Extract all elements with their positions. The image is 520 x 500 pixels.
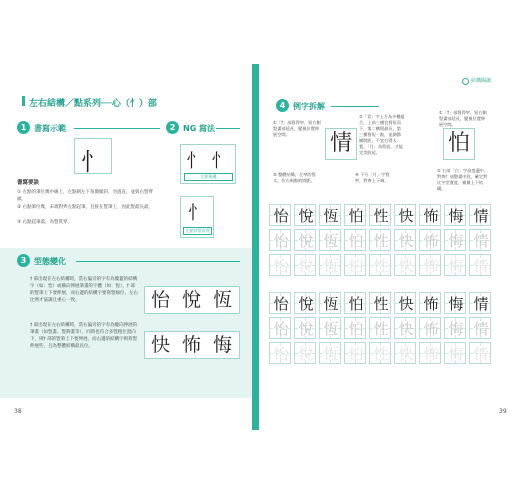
practice-cell xyxy=(269,292,291,314)
ex1-char: 情 xyxy=(329,131,352,156)
practice-char: 性 xyxy=(373,320,389,338)
practice-char: 情 xyxy=(473,232,489,250)
practice-char: 恆 xyxy=(323,320,339,338)
header-tag: 結構閱讀 xyxy=(471,78,492,84)
practice-cell xyxy=(369,204,391,226)
practice-char: 性 xyxy=(373,295,389,313)
right-page xyxy=(259,64,520,430)
practice-cell xyxy=(294,292,316,314)
practice-cell xyxy=(319,229,341,251)
practice-char: 怡 xyxy=(273,345,289,363)
practice-cell xyxy=(419,204,441,226)
practice-cell xyxy=(469,254,491,276)
ng-label-2: 左點斜豎看得 xyxy=(183,227,212,235)
practice-cell xyxy=(369,229,391,251)
practice-char: 情 xyxy=(473,207,489,225)
practice-cell xyxy=(394,229,416,251)
left-page xyxy=(0,64,252,430)
practice-char: 快 xyxy=(398,295,414,313)
practice-cell xyxy=(369,292,391,314)
practice-char: 快 xyxy=(398,320,414,338)
demo-char-box xyxy=(74,138,112,174)
practice-char: 恆 xyxy=(323,295,339,313)
section-2-rule xyxy=(216,128,240,129)
practice-cell xyxy=(444,342,466,364)
ex1-callout-2: ②「青」字上方為多橫組合，上前三橫宜寫短而下，第二橫則最長，第三橫寫短一點，並調節橫間距，不宜打得太寬，「月」為寫短，才能完美收尾。 xyxy=(359,114,405,155)
practice-char: 情 xyxy=(473,345,489,363)
section-1-title: 書寫示範 xyxy=(34,124,66,133)
practice-char: 怡 xyxy=(273,257,289,275)
practice-cell xyxy=(269,229,291,251)
section-4-rule xyxy=(331,106,379,107)
practice-cell xyxy=(319,254,341,276)
practice-grid xyxy=(269,204,499,404)
variation-chars-1 xyxy=(144,286,240,314)
practice-char: 恆 xyxy=(323,257,339,275)
variation-text-1: † 部出現在左右結構時，當右偏旁的字有為覆蓋的結構字（如：怡）或橫向伸展筆畫的字體（如：恆），† 部的豎筆上下要伸展，而右邊的結構字要寫豎線位，左右比例才協調且重心一致。 xyxy=(30,277,138,303)
var2-char-3: 悔 xyxy=(212,334,232,356)
practice-char: 悅 xyxy=(298,207,314,225)
practice-cell xyxy=(419,254,441,276)
practice-cell xyxy=(369,342,391,364)
practice-char: 悔 xyxy=(448,295,464,313)
book-spine xyxy=(252,64,259,430)
practice-cell xyxy=(319,292,341,314)
practice-char: 悅 xyxy=(298,295,314,313)
practice-cell xyxy=(319,317,341,339)
practice-char: 悔 xyxy=(448,207,464,225)
practice-cell xyxy=(419,342,441,364)
ng-char-1a: 忄 xyxy=(186,151,205,172)
section-2-title: NG 寫法 xyxy=(183,124,216,133)
practice-cell xyxy=(344,204,366,226)
practice-char: 快 xyxy=(398,207,414,225)
practice-cell xyxy=(269,317,291,339)
practice-cell xyxy=(319,342,341,364)
practice-char: 性 xyxy=(373,345,389,363)
practice-char: 悔 xyxy=(448,320,464,338)
practice-cell xyxy=(394,254,416,276)
ng-box-2 xyxy=(180,196,214,238)
practice-cell xyxy=(444,204,466,226)
practice-char: 情 xyxy=(473,295,489,313)
practice-cell xyxy=(394,342,416,364)
practice-char: 悅 xyxy=(298,345,314,363)
practice-char: 怖 xyxy=(423,295,439,313)
section-2-number: 2 xyxy=(166,121,179,134)
practice-char: 怖 xyxy=(423,207,439,225)
practice-cell xyxy=(469,342,491,364)
practice-cell xyxy=(344,292,366,314)
rules-heading: 書寫要訣 xyxy=(17,180,40,186)
practice-char: 悔 xyxy=(448,232,464,250)
ex2-callout-2: ② 右部「白」字高度適中，對齊忄部整畫中段，確定對比字型寬度，補償上下結構。 xyxy=(437,168,489,191)
rule-2: ② 右點筆位幾，末端對齊左點起筆，且接在豎筆上，因此豎最長最。 xyxy=(17,205,153,210)
ng-char-1b: 忄 xyxy=(211,151,230,172)
variation-chars-2 xyxy=(144,331,240,359)
practice-char: 恆 xyxy=(323,207,339,225)
practice-cell xyxy=(294,204,316,226)
practice-cell xyxy=(469,317,491,339)
practice-cell xyxy=(344,229,366,251)
ex1-callout-4: ④ 下方「月」字寫窄，對齊上下端。 xyxy=(355,172,390,183)
practice-char: 怖 xyxy=(423,320,439,338)
ng-box-1 xyxy=(180,144,236,184)
practice-cell xyxy=(394,204,416,226)
var2-char-1: 快 xyxy=(150,334,170,356)
ex1-char-box xyxy=(325,128,357,160)
practice-char: 怕 xyxy=(348,232,364,250)
section-4-title: 例字拆解 xyxy=(293,102,325,111)
section-1-number: 1 xyxy=(17,121,30,134)
practice-cell xyxy=(369,317,391,339)
practice-char: 性 xyxy=(373,207,389,225)
practice-cell xyxy=(444,292,466,314)
practice-cell xyxy=(344,342,366,364)
practice-cell xyxy=(394,317,416,339)
practice-cell xyxy=(469,292,491,314)
practice-cell xyxy=(369,254,391,276)
practice-char: 性 xyxy=(373,232,389,250)
practice-char: 悔 xyxy=(448,257,464,275)
practice-char: 怡 xyxy=(273,295,289,313)
var1-char-2: 悅 xyxy=(181,289,201,311)
practice-cell xyxy=(294,317,316,339)
practice-cell xyxy=(294,229,316,251)
practice-char: 怡 xyxy=(273,207,289,225)
practice-char: 恆 xyxy=(323,345,339,363)
page-title: 左右結構／點系列──心（忄）部 xyxy=(29,99,157,109)
var1-char-3: 恆 xyxy=(212,289,232,311)
practice-char: 悅 xyxy=(298,257,314,275)
practice-cell xyxy=(419,317,441,339)
practice-char: 怕 xyxy=(348,345,364,363)
section-3-rule xyxy=(76,261,240,262)
variation-text-2: † 部出現在左右結構時，當右偏旁的字有為縱向伸展的筆畫（如豎畫、豎鉤畫等），同時也符合多豎粗位置向下，則† 部的豎筆上下要伸展，而右邊的結構字則寫豎伸展些，且為整體結構最長位。 xyxy=(30,323,138,349)
ex2-char: 怕 xyxy=(447,131,470,156)
practice-cell xyxy=(419,229,441,251)
practice-char: 悅 xyxy=(298,232,314,250)
practice-cell xyxy=(469,229,491,251)
practice-cell xyxy=(419,292,441,314)
practice-char: 怕 xyxy=(348,207,364,225)
practice-cell xyxy=(294,342,316,364)
practice-cell xyxy=(444,229,466,251)
ex2-callout-1: ①「†」部寫得窄，短右側豎畫部延長，變視位覺伸展空間。 xyxy=(439,110,487,127)
var1-char-1: 怡 xyxy=(150,289,170,311)
practice-cell xyxy=(344,317,366,339)
practice-char: 怡 xyxy=(273,320,289,338)
ex2-char-box xyxy=(443,128,475,160)
practice-char: 怖 xyxy=(423,232,439,250)
practice-char: 怕 xyxy=(348,257,364,275)
practice-char: 怕 xyxy=(348,295,364,313)
practice-char: 恆 xyxy=(323,232,339,250)
var2-char-2: 怖 xyxy=(181,334,201,356)
practice-cell xyxy=(344,254,366,276)
practice-char: 性 xyxy=(373,257,389,275)
practice-cell xyxy=(444,317,466,339)
title-marker xyxy=(22,96,25,106)
rule-1: ① 左點的筆位幾中線上，左點朝左下角微傾斜，勿過直，並與右豎齊頭。 xyxy=(17,190,153,202)
page-number-left: 38 xyxy=(14,408,22,415)
ng-label-1: 左點倒邊 xyxy=(184,173,233,181)
practice-char: 怖 xyxy=(423,257,439,275)
section-3-title: 型態變化 xyxy=(34,257,66,266)
section-1-rule xyxy=(74,128,160,129)
practice-cell xyxy=(269,254,291,276)
ex1-callout-3: ③ 整體結構，左窄的寫太，位右兩點的間距。 xyxy=(273,172,316,183)
practice-char: 怖 xyxy=(423,345,439,363)
page-number-right: 39 xyxy=(499,408,507,415)
practice-cell xyxy=(469,204,491,226)
practice-char: 情 xyxy=(473,320,489,338)
header-dot xyxy=(462,78,469,85)
practice-cell xyxy=(269,342,291,364)
practice-char: 悔 xyxy=(448,345,464,363)
section-3-number: 3 xyxy=(17,254,30,267)
demo-char: 忄 xyxy=(81,148,105,176)
practice-char: 快 xyxy=(398,232,414,250)
practice-char: 怡 xyxy=(273,232,289,250)
practice-cell xyxy=(269,204,291,226)
practice-cell xyxy=(444,254,466,276)
practice-char: 快 xyxy=(398,345,414,363)
practice-cell xyxy=(294,254,316,276)
ex1-callout-1: ①「†」部寫得窄，短右側豎畫部延長，變視位覺伸展空間。 xyxy=(273,120,321,137)
practice-char: 怕 xyxy=(348,320,364,338)
practice-cell xyxy=(319,204,341,226)
practice-char: 快 xyxy=(398,257,414,275)
section-4-number: 4 xyxy=(276,99,289,112)
practice-char: 情 xyxy=(473,257,489,275)
practice-char: 悅 xyxy=(298,320,314,338)
practice-cell xyxy=(394,292,416,314)
ng-char-2: 忄 xyxy=(188,203,206,224)
rule-3: ③ 右點起筆落，為豎貫穿。 xyxy=(17,220,72,225)
